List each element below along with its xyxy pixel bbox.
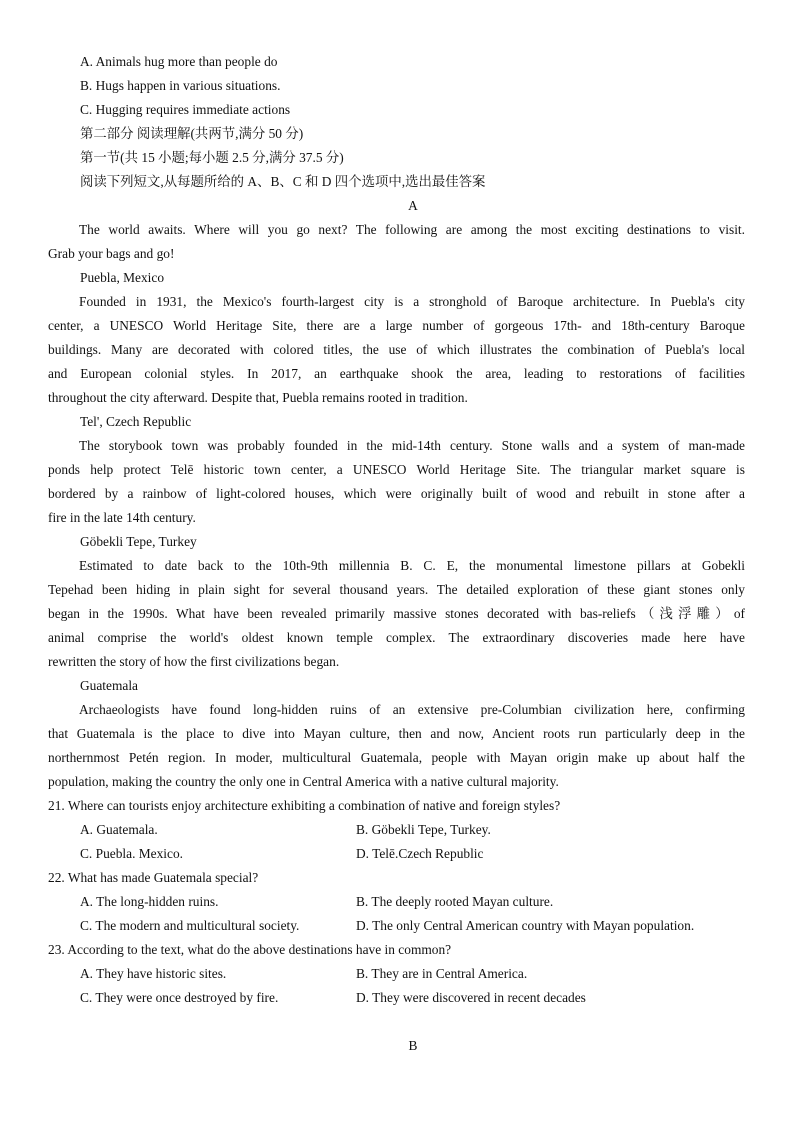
answer-option: B. They are in Central America. xyxy=(356,966,528,981)
paragraph-line: The storybook town was probably founded in the mid-14th century. Stone walls and a system of man-made xyxy=(79,438,745,453)
answer-option: A. Guatemala. xyxy=(80,822,158,837)
paragraph-line: Tepehad been hiding in plain sight for several thousand years. The detailed exploration of these giant stones only xyxy=(48,582,745,597)
paragraph-line: Estimated to date back to the 10th-9th millennia B. C. E, the monumental limestone pillars at Gobekli xyxy=(79,558,745,573)
paragraph-line: Archaeologists have found long-hidden ruins of an extensive pre-Columbian civilization here, confirming xyxy=(79,702,745,717)
question-stem: 21. Where can tourists enjoy architecture exhibiting a combination of native and foreign styles? xyxy=(48,798,561,813)
passage-label: A xyxy=(408,198,418,213)
destination-heading: Göbekli Tepe, Turkey xyxy=(80,534,197,549)
paragraph-line: throughout the city afterward. Despite that, Puebla remains rooted in tradition. xyxy=(48,390,468,405)
paragraph-line: that Guatemala is the place to dive into Mayan culture, then and now, Ancient roots run particularly deep in the xyxy=(48,726,745,741)
answer-option: A. The long-hidden ruins. xyxy=(80,894,219,909)
paragraph-line: fire in the late 14th century. xyxy=(48,510,196,525)
intro-line: Grab your bags and go! xyxy=(48,246,175,261)
answer-option: D. Telē.Czech Republic xyxy=(356,846,484,861)
prev-option-c: C. Hugging requires immediate actions xyxy=(80,102,291,117)
paragraph-line: northernmost Petén region. In moder, multicultural Guatemala, people with Mayan origin make up about half the xyxy=(48,750,745,765)
paragraph-line: bordered by a rainbow of light-colored houses, which were originally built of wood and rebuilt in stone after a xyxy=(48,486,745,501)
paragraph-line: buildings. Many are decorated with colored titles, the use of which illustrates the combination of Puebla's local xyxy=(48,342,745,357)
section-header: 第二部分 阅读理解(共两节,满分 50 分) xyxy=(80,126,304,141)
prev-option-a: A. Animals hug more than people do xyxy=(80,54,278,69)
instructions: 阅读下列短文,从每题所给的 A、B、C 和 D 四个选项中,选出最佳答案 xyxy=(80,174,486,189)
destination-heading: Puebla, Mexico xyxy=(80,270,165,285)
answer-option: B. Göbekli Tepe, Turkey. xyxy=(356,822,491,837)
answer-option: C. They were once destroyed by fire. xyxy=(80,990,279,1005)
answer-option: B. The deeply rooted Mayan culture. xyxy=(356,894,554,909)
intro-line: The world awaits. Where will you go next? The following are among the most exciting destinations to visit. xyxy=(79,222,745,237)
question-stem: 22. What has made Guatemala special? xyxy=(48,870,259,885)
question-stem: 23. According to the text, what do the above destinations have in common? xyxy=(48,942,452,957)
answer-option: C. Puebla. Mexico. xyxy=(80,846,184,861)
paragraph-line: center, a UNESCO World Heritage Site, there are a large number of gorgeous 17th- and 18th-century Baroque xyxy=(48,318,745,333)
destination-heading: Tel', Czech Republic xyxy=(80,414,192,429)
answer-option: D. They were discovered in recent decades xyxy=(356,990,586,1005)
paragraph-line: began in the 1990s. What have been revealed primarily massive stones decorated with bas-reliefs（浅浮雕）of xyxy=(48,606,745,621)
subsection-header: 第一节(共 15 小题;每小题 2.5 分,满分 37.5 分) xyxy=(80,150,344,165)
next-passage-label: B xyxy=(408,1038,418,1053)
prev-option-b: B. Hugs happen in various situations. xyxy=(80,78,281,93)
paragraph-line: rewritten the story of how the first civilizations began. xyxy=(48,654,340,669)
answer-option: D. The only Central American country with Mayan population. xyxy=(356,918,695,933)
answer-option: A. They have historic sites. xyxy=(80,966,227,981)
paragraph-line: and European colonial styles. In 2017, an earthquake shook the area, leading to restorations of facilities xyxy=(48,366,745,381)
paragraph-line: Founded in 1931, the Mexico's fourth-largest city is a stronghold of Baroque architecture. In Puebla's city xyxy=(79,294,745,309)
destination-heading: Guatemala xyxy=(80,678,138,693)
paragraph-line: ponds help protect Telē historic town center, a UNESCO World Heritage Site. The triangular market square is xyxy=(48,462,745,477)
paragraph-line: population, making the country the only one in Central America with a native cultural majority. xyxy=(48,774,559,789)
paragraph-line: animal comprise the world's oldest known temple complex. The extraordinary discoveries made here have xyxy=(48,630,745,645)
answer-option: C. The modern and multicultural society. xyxy=(80,918,300,933)
